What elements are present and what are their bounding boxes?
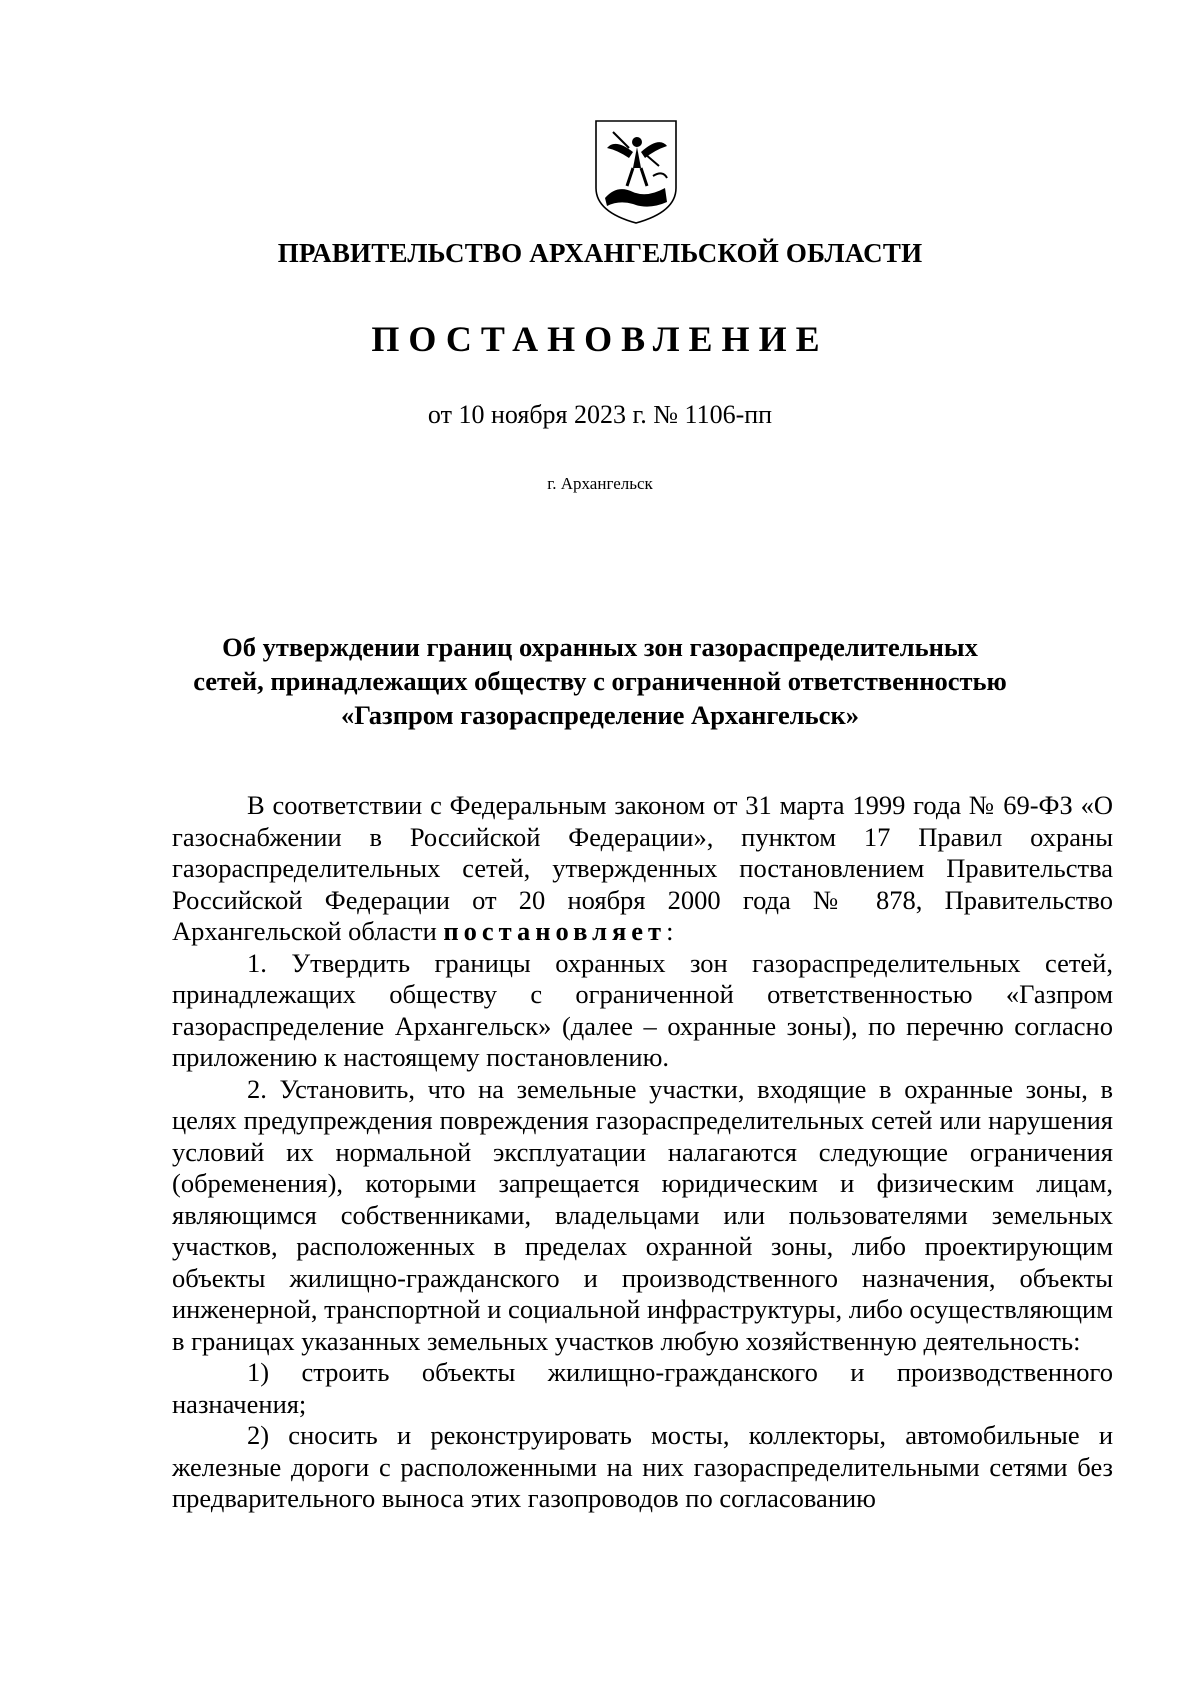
preamble-paragraph [172, 790, 1113, 948]
item-2-paragraph: 2. Установить, что на земельные участки, входящие в охранные зоны, в целях предупреждения повреждения газораспределительных сетей или нарушения условий их нормальной эксплуатации налагаются следующие ограничения (обременения), которыми запрещается юридическим и физическим лицам, являющимся собственниками, владельцами или пользователями земельных участков, расположенных в пределах охранной зоны, либо проектирующим объекты жилищно-гражданского и производственного назначения, объекты инженерной, транспортной и социальной инфраструктуры, либо осуществляющим в границах указанных земельных участков любую хозяйственную деятельность: [172, 1073, 1113, 1356]
document-type: ПОСТАНОВЛЕНИЕ [371, 319, 829, 359]
organization-name: ПРАВИТЕЛЬСТВО АРХАНГЕЛЬСКОЙ ОБЛАСТИ [277, 238, 923, 268]
document-city: г. Архангельск [547, 474, 653, 493]
decree-word: постановляет [443, 916, 667, 946]
document-date-number: от 10 ноября 2023 г. № 1106-пп [427, 400, 773, 429]
item-1-paragraph: 1. Утвердить границы охранных зон газораспределительных сетей, принадлежащих обществу с ограниченной ответственностью «Газпром газораспределение Архангельск» (далее – охранные зоны), по перечню согласно приложению к настоящему постановлению. [172, 947, 1113, 1072]
document-title [0, 630, 1200, 732]
subitem-1-paragraph: 1) строить объекты жилищно-гражданского и производственного назначения; [172, 1357, 1113, 1419]
decree-suffix: : [666, 916, 674, 946]
preamble-text: В соответствии с Федеральным законом от 31 марта 1999 года № 69-ФЗ «О газоснабжении в Российской Федерации», пунктом 17 Правил охраны газораспределительных сетей, утвержденных постановлением Правительства Российской Федерации от 20 ноября 2000 года № 878, Правительство Архангельской области [172, 790, 1113, 946]
title-line: сетей, принадлежащих обществу с ограниченной ответственностью [193, 666, 1007, 696]
title-line: Об утверждении границ охранных зон газораспределительных [222, 632, 978, 662]
coat-of-arms-emblem [593, 118, 679, 226]
title-line: «Газпром газораспределение Архангельск» [341, 700, 859, 730]
document-body [172, 790, 1113, 1515]
subitem-2-paragraph: 2) сносить и реконструировать мосты, коллекторы, автомобильные и железные дороги с расположенными на них газораспределительными сетями без предварительного выноса этих газопроводов по согласованию [172, 1420, 1113, 1513]
